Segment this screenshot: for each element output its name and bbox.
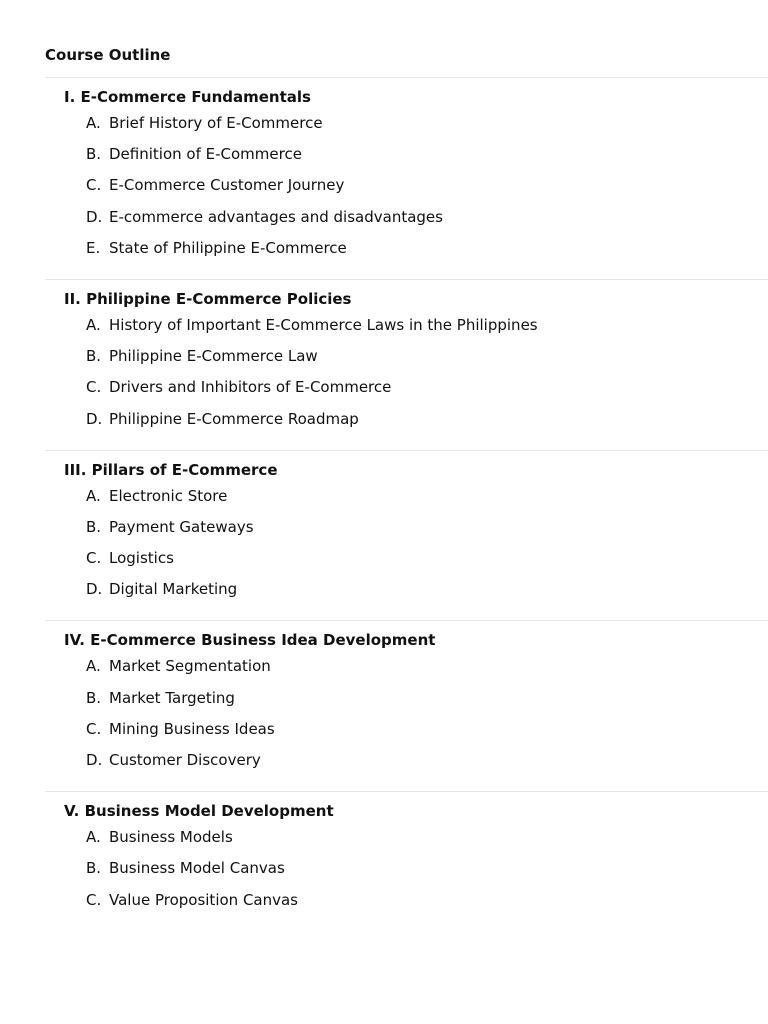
list-item-letter: A. [86, 828, 101, 847]
list-item-letter: D. [86, 409, 103, 428]
page-title: Course Outline [45, 46, 171, 64]
outline-section [45, 77, 768, 279]
list-item [45, 683, 768, 714]
list-item-letter: A. [86, 114, 101, 132]
list-item-letter: A. [86, 657, 101, 676]
list-item [45, 233, 768, 264]
list-item-text: Philippine E-Commerce Roadmap [109, 409, 359, 428]
list-item-text: Definition of E-Commerce [109, 145, 302, 164]
list-item-letter: C. [86, 378, 102, 397]
list-item-letter: A. [86, 315, 101, 334]
list-item [45, 885, 768, 916]
list-item-text: E-commerce advantages and disadvantages [109, 207, 443, 226]
outline-section [45, 620, 768, 791]
list-item [45, 310, 768, 341]
list-item-letter: C. [86, 549, 102, 568]
list-item [45, 543, 768, 574]
list-item [45, 512, 768, 543]
topic-list [45, 310, 768, 435]
topic-list [45, 651, 768, 776]
list-item-letter: E. [86, 238, 101, 257]
list-item-text: Market Targeting [109, 688, 235, 707]
list-item-text: Electronic Store [109, 486, 228, 505]
list-item-letter: B. [86, 688, 102, 707]
list-item-letter: B. [86, 859, 102, 878]
section-heading: II. Philippine E-Commerce Policies [64, 289, 352, 308]
list-item [45, 341, 768, 372]
section-heading: I. E-Commerce Fundamentals [64, 88, 311, 106]
outline-sections [45, 77, 768, 931]
list-item-text: Digital Marketing [109, 580, 238, 599]
topic-list [45, 481, 768, 606]
list-item-letter: D. [86, 580, 103, 599]
list-item-text: Business Models [109, 828, 233, 847]
topic-list [45, 822, 768, 916]
outline-section [45, 791, 768, 931]
list-item [45, 651, 768, 682]
list-item-text: State of Philippine E-Commerce [109, 238, 347, 257]
list-item [45, 170, 768, 201]
outline-section [45, 450, 768, 621]
list-item-text: History of Important E-Commerce Laws in the Philippines [109, 315, 538, 334]
list-item-letter: D. [86, 207, 103, 226]
list-item-text: Drivers and Inhibitors of E-Commerce [109, 378, 392, 397]
section-heading: IV. E-Commerce Business Idea Development [64, 631, 436, 650]
list-item [45, 853, 768, 884]
list-item-letter: D. [86, 751, 103, 769]
list-item-letter: C. [86, 890, 102, 909]
list-item [45, 108, 768, 139]
outline-section [45, 279, 768, 450]
list-item [45, 404, 768, 435]
list-item [45, 822, 768, 853]
list-item-letter: C. [86, 176, 102, 195]
list-item-text: Logistics [109, 549, 174, 568]
list-item-letter: B. [86, 347, 102, 366]
list-item [45, 574, 768, 605]
list-item-text: Value Proposition Canvas [109, 890, 298, 909]
list-item-text: Business Model Canvas [109, 859, 285, 878]
list-item [45, 714, 768, 745]
list-item-letter: B. [86, 517, 102, 536]
list-item-text: Payment Gateways [109, 517, 254, 536]
list-item-text: Mining Business Ideas [109, 719, 275, 738]
topic-list [45, 108, 768, 264]
list-item [45, 202, 768, 233]
list-item-text: Market Segmentation [109, 657, 271, 676]
list-item [45, 481, 768, 512]
list-item-text: Philippine E-Commerce Law [109, 347, 318, 366]
list-item-text: E-Commerce Customer Journey [109, 176, 345, 195]
list-item-letter: B. [86, 145, 102, 164]
list-item-letter: A. [86, 486, 101, 505]
list-item-letter: C. [86, 719, 102, 738]
list-item [45, 372, 768, 403]
list-item-text: Customer Discovery [109, 751, 261, 769]
list-item [45, 139, 768, 170]
list-item [45, 745, 768, 776]
section-heading: V. Business Model Development [64, 802, 334, 821]
list-item-text: Brief History of E-Commerce [109, 114, 323, 132]
section-heading: III. Pillars of E-Commerce [64, 460, 278, 479]
